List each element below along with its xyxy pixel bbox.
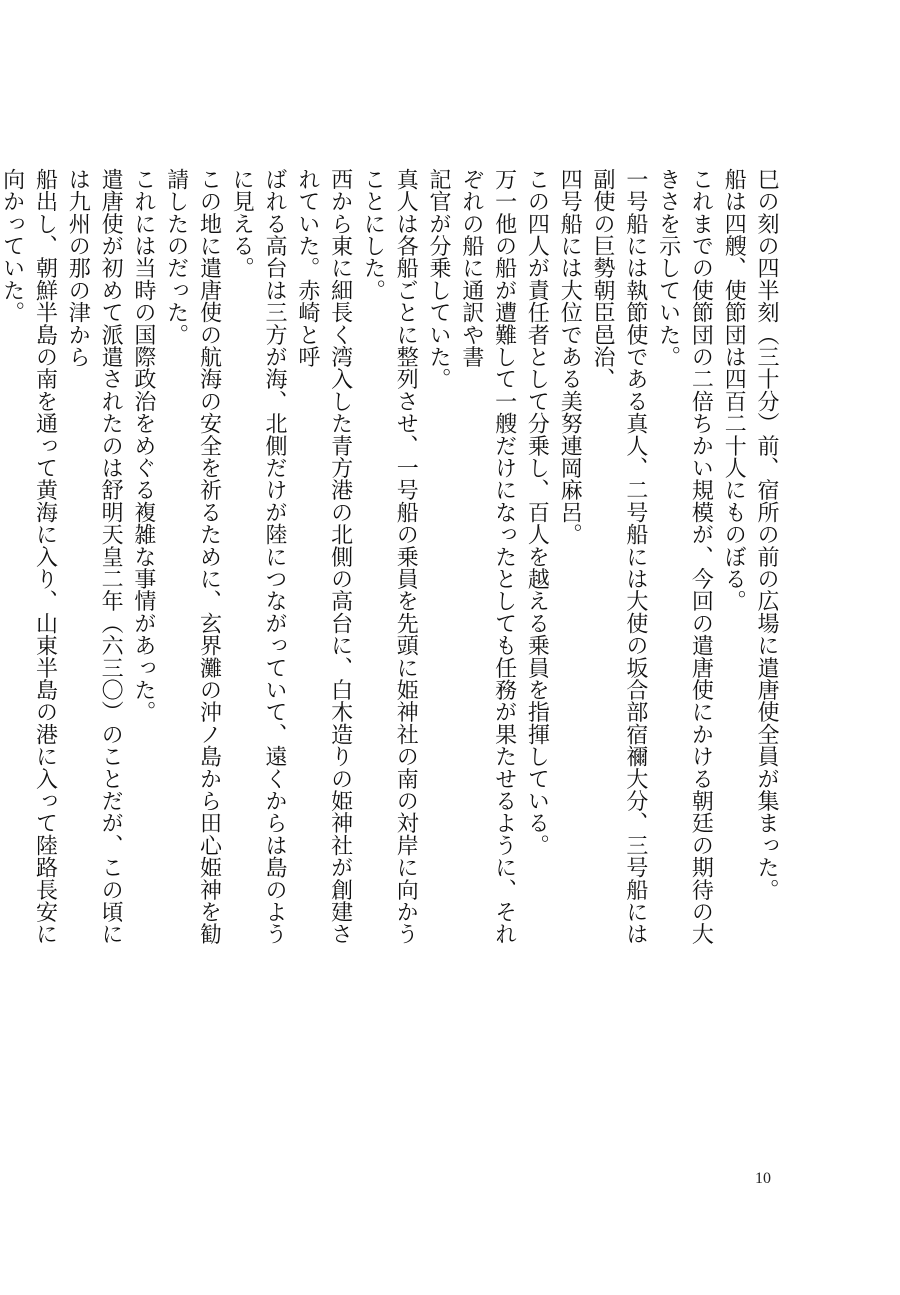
text-line-13: これには当時の国際政治をめぐる複雑な事情があった。 bbox=[130, 168, 156, 723]
text-line-5: 四号船には大位である美努連岡麻呂。 bbox=[557, 168, 583, 546]
text-line-4: 一号船には執節使である真人、二号船には大使の坂合部宿禰大分、三号船には副使の巨勢朝臣邑治、 bbox=[590, 168, 648, 945]
text-line-12: この地に遣唐使の航海の安全を祈るために、玄界灘の沖ノ島から田心姫神を勧請したのだった。 bbox=[163, 168, 222, 946]
text-line-7: 万一他の船が遭難して一艘だけになったとしても任務が果たせるように、それぞれの船に通訳や書 bbox=[458, 168, 517, 945]
page-number: 10 bbox=[755, 1170, 771, 1187]
vertical-text-body bbox=[0, 168, 782, 958]
text-line-1: 巳の刻の四半刻（三十分）前、宿所の前の広場に遣唐使全員が集まった。 bbox=[754, 168, 779, 901]
text-line-14: 遣唐使が初めて派遣されたのは舒明天皇二年（六三〇）のことだが、この頃には九州の那の津から bbox=[65, 168, 124, 945]
text-line-15: 船出し、朝鮮半島の南を通って黄海に入り、山東半島の港に入って陸路長安に向かっていた。 bbox=[0, 168, 58, 945]
text-line-2: 船は四艘、使節団は四百二十人にものぼる。 bbox=[721, 168, 747, 612]
text-line-11: ばれる高台は三方が海、北側だけが陸につながっていて、遠くからは島のように見える。 bbox=[229, 168, 288, 945]
text-line-3: これまでの使節団の二倍ちかい規模が、今回の遣唐使にかける朝廷の期待の大きさを示していた。 bbox=[655, 168, 714, 945]
text-line-6: この四人が責任者として分乗し、百人を越える乗員を指揮している。 bbox=[524, 168, 550, 857]
text-line-8: 記官が分乗していた。 bbox=[426, 168, 452, 390]
text-line-9: 真人は各船ごとに整列させ、一号船の乗員を先頭に姫神社の南の対岸に向かうことにした。 bbox=[360, 168, 419, 945]
text-line-10: 西から東に細長く湾入した青方港の北側の高台に、白木造りの姫神社が創建されていた。赤崎と呼 bbox=[294, 168, 353, 945]
